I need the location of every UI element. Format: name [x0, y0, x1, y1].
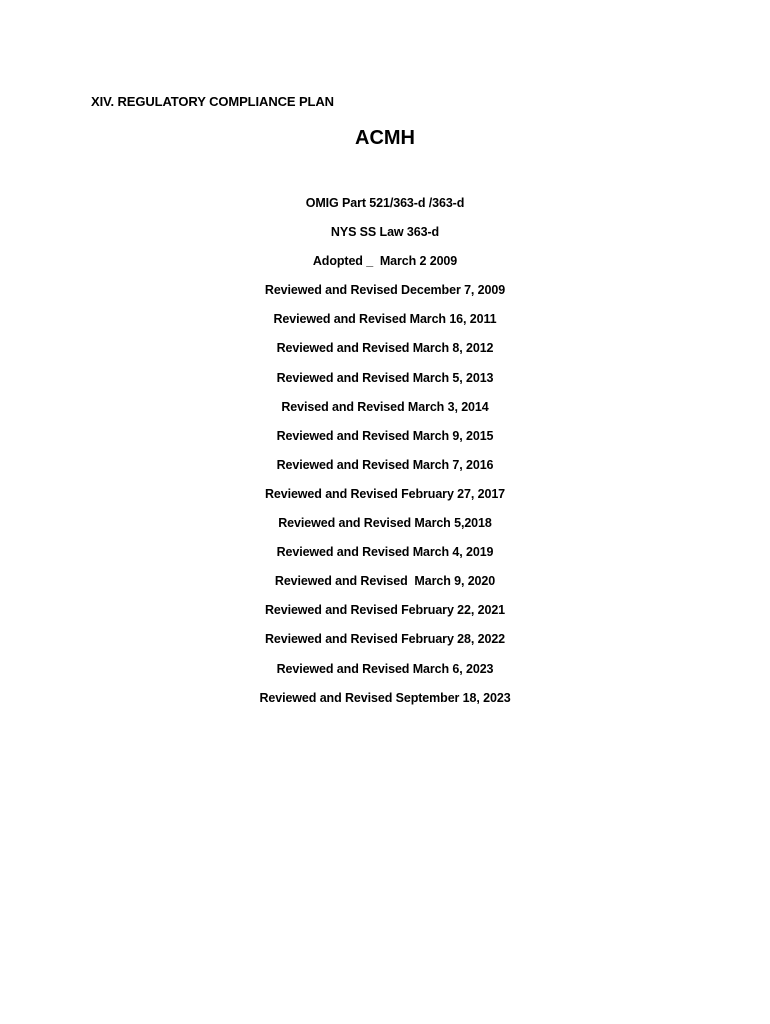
revision-entry: Reviewed and Revised March 8, 2012 — [276, 341, 494, 356]
document-title: ACMH — [355, 127, 415, 149]
revision-entry: Reviewed and Revised December 7, 2009 — [264, 283, 506, 298]
section-heading: XIV. REGULATORY COMPLIANCE PLAN — [91, 94, 334, 109]
adopted-date: Adopted _ March 2 2009 — [312, 254, 458, 269]
revision-entry: Reviewed and Revised March 4, 2019 — [276, 545, 494, 560]
revision-entry: Reviewed and Revised March 7, 2016 — [276, 457, 494, 472]
revision-entry: Reviewed and Revised March 5, 2013 — [276, 370, 494, 385]
revision-entry: Reviewed and Revised March 6, 2023 — [276, 661, 494, 676]
revision-entry: Reviewed and Revised March 16, 2011 — [273, 312, 497, 327]
revision-history-list — [0, 194, 770, 718]
revision-entry: Reviewed and Revised February 27, 2017 — [264, 486, 506, 501]
revision-entry: Reviewed and Revised February 28, 2022 — [264, 632, 506, 647]
revision-entry: Reviewed and Revised March 5,2018 — [278, 516, 492, 531]
revision-entry: Reviewed and Revised February 22, 2021 — [264, 603, 506, 618]
regulation-reference: OMIG Part 521/363-d /363-d — [305, 196, 465, 210]
revision-entry: Revised and Revised March 3, 2014 — [281, 399, 489, 414]
law-reference: NYS SS Law 363-d — [330, 225, 440, 240]
revision-entry: Reviewed and Revised September 18, 2023 — [259, 690, 511, 705]
revision-entry: Reviewed and Revised March 9, 2020 — [274, 574, 496, 589]
revision-entry: Reviewed and Revised March 9, 2015 — [276, 428, 494, 443]
